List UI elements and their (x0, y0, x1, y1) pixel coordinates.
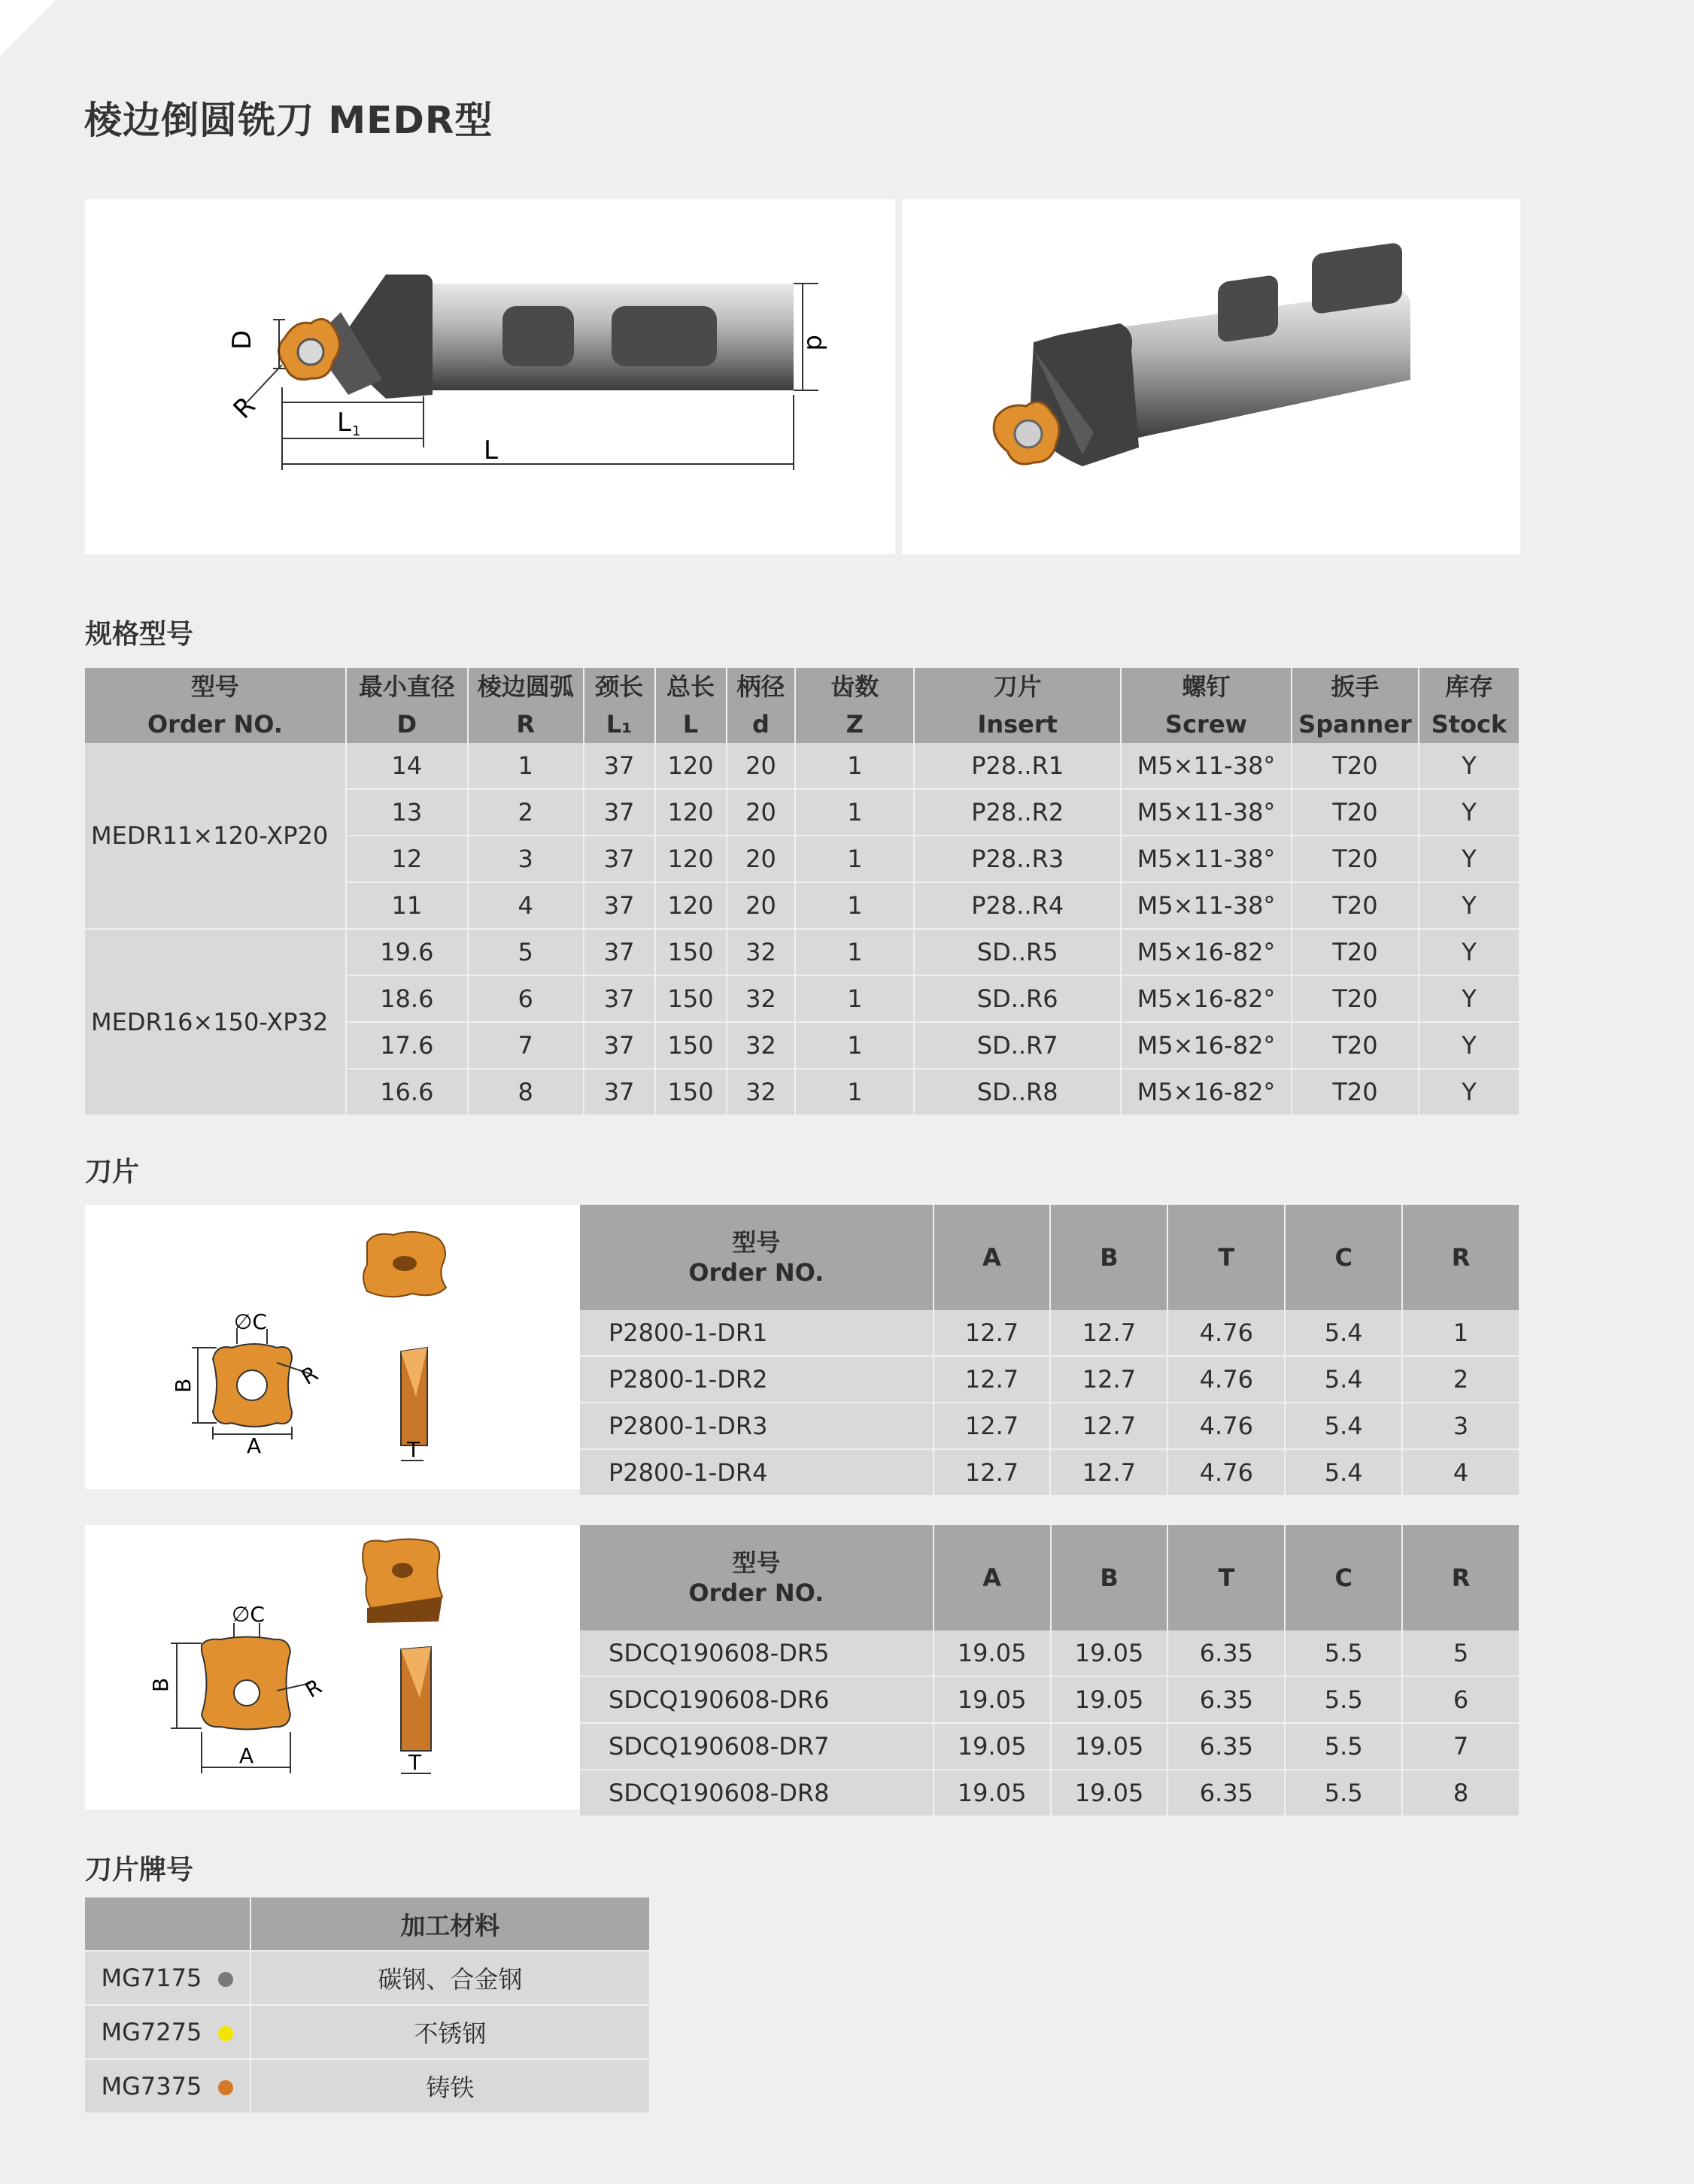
cell-insert: SD..R7 (914, 1022, 1121, 1069)
cell-d: 20 (727, 789, 796, 836)
cell-A: 12.7 (934, 1449, 1051, 1496)
cell-stock: Y (1419, 882, 1519, 929)
cell-R: 1 (468, 743, 584, 789)
cell-R: 3 (1402, 1403, 1519, 1449)
insert1-header-row (580, 1205, 1519, 1310)
col-order: 型号 Order NO. (580, 1525, 934, 1630)
cell-screw: M5×11-38° (1121, 743, 1292, 789)
label-T: T (407, 1437, 420, 1462)
table-row (85, 743, 1519, 789)
cell-spanner: T20 (1292, 789, 1419, 836)
cell-D: 14 (346, 743, 468, 789)
col-spanner: 扳手 Spanner (1292, 668, 1419, 743)
cell-R: 4 (468, 882, 584, 929)
cell-C: 5.5 (1285, 1630, 1402, 1676)
table-row (580, 1403, 1519, 1449)
cell-screw: M5×16-82° (1121, 929, 1292, 975)
cell-D: 19.6 (346, 929, 468, 975)
cell-d: 32 (727, 929, 796, 975)
page-title: 棱边倒圆铣刀 MEDR型 (84, 99, 493, 142)
cell-R: 8 (1402, 1770, 1519, 1816)
cell-R: 5 (1402, 1630, 1519, 1676)
table-row (580, 1356, 1519, 1403)
cell-B: 12.7 (1050, 1449, 1167, 1496)
insert2-drawing (85, 1525, 580, 1809)
cell-L: 150 (655, 929, 727, 975)
cell-order: SDCQ190608-DR8 (580, 1770, 934, 1816)
insert-section-title: 刀片 (85, 1157, 140, 1188)
cell-R: 6 (1402, 1676, 1519, 1723)
cell-L: 120 (655, 882, 727, 929)
grade-row (85, 2059, 650, 2113)
cell-L1: 37 (584, 789, 655, 836)
cell-Z: 1 (795, 1069, 914, 1115)
label-L1-sub: 1 (352, 423, 361, 439)
cell-C: 5.5 (1285, 1676, 1402, 1723)
col-L: 总长 L (655, 668, 727, 743)
cell-screw: M5×16-82° (1121, 1022, 1292, 1069)
order-number-cell: MEDR11×120-XP20 (85, 743, 346, 929)
cell-C: 5.5 (1285, 1723, 1402, 1770)
cell-spanner: T20 (1292, 743, 1419, 789)
col-T: T (1167, 1205, 1285, 1310)
dimension-drawing-panel (85, 199, 895, 554)
col-B: B (1050, 1205, 1167, 1310)
cell-order: P2800-1-DR4 (580, 1449, 934, 1496)
label-R: R (301, 1673, 326, 1703)
col-Z: 齿数 Z (795, 668, 914, 743)
col-C: C (1285, 1525, 1402, 1630)
cell-T: 6.35 (1167, 1630, 1285, 1676)
grade-section-title: 刀片牌号 (85, 1855, 194, 1885)
cell-B: 12.7 (1050, 1403, 1167, 1449)
table-row (580, 1630, 1519, 1676)
cell-insert: SD..R8 (914, 1069, 1121, 1115)
cell-insert: P28..R2 (914, 789, 1121, 836)
cell-d: 20 (727, 836, 796, 882)
cell-B: 19.05 (1051, 1676, 1168, 1723)
cell-D: 11 (346, 882, 468, 929)
table-row (580, 1723, 1519, 1770)
label-D: D (227, 329, 257, 350)
spec-header-row (85, 668, 1519, 743)
grade-label: MG7175 (101, 1964, 202, 1992)
grade-label: MG7275 (101, 2018, 202, 2046)
cell-A: 12.7 (934, 1356, 1051, 1403)
grade-header-blank (85, 1897, 250, 1951)
cell-D: 16.6 (346, 1069, 468, 1115)
label-L: L (484, 435, 498, 466)
cell-L1: 37 (584, 882, 655, 929)
cell-A: 19.05 (934, 1723, 1051, 1770)
cell-L1: 37 (584, 836, 655, 882)
cell-B: 19.05 (1051, 1770, 1168, 1816)
cell-stock: Y (1419, 743, 1519, 789)
cell-order: P2800-1-DR2 (580, 1356, 934, 1403)
grade-row (85, 1951, 650, 2005)
insert2-header-row (580, 1525, 1519, 1630)
cell-D: 12 (346, 836, 468, 882)
grade-table (85, 1897, 651, 2113)
cell-d: 32 (727, 1069, 796, 1115)
insert1-drawing (85, 1205, 580, 1489)
grade-cell (85, 1951, 250, 2005)
cell-screw: M5×11-38° (1121, 836, 1292, 882)
cell-Z: 1 (795, 975, 914, 1022)
label-L1: L (337, 408, 351, 438)
insert2-table (580, 1525, 1520, 1817)
cell-L: 150 (655, 975, 727, 1022)
col-order: 型号 Order NO. (85, 668, 346, 743)
col-screw: 螺钉 Screw (1121, 668, 1292, 743)
cell-T: 6.35 (1167, 1770, 1285, 1816)
spec-table (85, 668, 1520, 1116)
cell-screw: M5×16-82° (1121, 1069, 1292, 1115)
insert1-table (580, 1205, 1520, 1497)
cell-A: 12.7 (934, 1403, 1051, 1449)
col-B: B (1051, 1525, 1168, 1630)
cell-Z: 1 (795, 929, 914, 975)
cell-L: 150 (655, 1022, 727, 1069)
label-R: R (297, 1360, 323, 1391)
cell-spanner: T20 (1292, 975, 1419, 1022)
col-A: A (934, 1205, 1051, 1310)
table-row (580, 1449, 1519, 1496)
cell-order: SDCQ190608-DR6 (580, 1676, 934, 1723)
col-stock: 库存 Stock (1419, 668, 1519, 743)
table-row (580, 1310, 1519, 1356)
cell-stock: Y (1419, 1022, 1519, 1069)
cell-insert: P28..R4 (914, 882, 1121, 929)
insert1-drawing-panel (85, 1205, 580, 1489)
col-d: 柄径 d (727, 668, 796, 743)
cell-insert: P28..R3 (914, 836, 1121, 882)
cell-insert: P28..R1 (914, 743, 1121, 789)
cell-L: 150 (655, 1069, 727, 1115)
cell-stock: Y (1419, 789, 1519, 836)
cell-L1: 37 (584, 743, 655, 789)
cell-T: 4.76 (1167, 1356, 1285, 1403)
cutter-render (902, 199, 1520, 554)
cell-screw: M5×16-82° (1121, 975, 1292, 1022)
grade-cell (85, 2005, 250, 2059)
grade-color-dot-icon (218, 1972, 233, 1987)
cell-spanner: T20 (1292, 929, 1419, 975)
col-R: R (1402, 1205, 1519, 1310)
label-R: R (227, 390, 262, 425)
cell-spanner: T20 (1292, 1069, 1419, 1115)
label-A: A (247, 1433, 262, 1458)
cell-T: 4.76 (1167, 1449, 1285, 1496)
col-R: 棱边圆弧 R (468, 668, 584, 743)
label-C: ∅C (232, 1602, 265, 1627)
cell-L: 120 (655, 743, 727, 789)
cell-C: 5.5 (1285, 1770, 1402, 1816)
insert2-drawing-panel (85, 1525, 580, 1809)
cell-R: 4 (1402, 1449, 1519, 1496)
cell-stock: Y (1419, 929, 1519, 975)
grade-cell (85, 2059, 250, 2113)
cell-order: P2800-1-DR3 (580, 1403, 934, 1449)
cell-d: 20 (727, 743, 796, 789)
cell-T: 6.35 (1167, 1676, 1285, 1723)
label-T: T (408, 1750, 422, 1775)
cell-B: 12.7 (1050, 1310, 1167, 1356)
cell-R: 7 (1402, 1723, 1519, 1770)
cell-L1: 37 (584, 1069, 655, 1115)
product-photo-panel (902, 199, 1520, 554)
cell-B: 19.05 (1051, 1630, 1168, 1676)
cell-B: 19.05 (1051, 1723, 1168, 1770)
table-row (580, 1770, 1519, 1816)
cell-d: 32 (727, 975, 796, 1022)
cell-R: 5 (468, 929, 584, 975)
label-A: A (239, 1743, 254, 1768)
cell-screw: M5×11-38° (1121, 789, 1292, 836)
cell-C: 5.4 (1285, 1449, 1402, 1496)
cell-L1: 37 (584, 929, 655, 975)
label-d: d (800, 335, 830, 351)
cell-L1: 37 (584, 1022, 655, 1069)
label-B: B (171, 1378, 196, 1393)
cell-order: SDCQ190608-DR5 (580, 1630, 934, 1676)
cell-R: 8 (468, 1069, 584, 1115)
cell-spanner: T20 (1292, 836, 1419, 882)
table-row (85, 929, 1519, 975)
cell-R: 6 (468, 975, 584, 1022)
cell-C: 5.4 (1285, 1310, 1402, 1356)
cell-L: 120 (655, 789, 727, 836)
cell-d: 32 (727, 1022, 796, 1069)
col-R: R (1402, 1525, 1519, 1630)
col-C: C (1285, 1205, 1402, 1310)
cell-A: 19.05 (934, 1770, 1051, 1816)
cell-insert: SD..R6 (914, 975, 1121, 1022)
cell-order: SDCQ190608-DR7 (580, 1723, 934, 1770)
cell-stock: Y (1419, 836, 1519, 882)
cell-order: P2800-1-DR1 (580, 1310, 934, 1356)
cell-C: 5.4 (1285, 1403, 1402, 1449)
label-C: ∅C (234, 1309, 267, 1334)
col-order: 型号 Order NO. (580, 1205, 934, 1310)
cell-L: 120 (655, 836, 727, 882)
label-B: B (148, 1677, 173, 1692)
cell-D: 17.6 (346, 1022, 468, 1069)
page-corner (0, 0, 56, 56)
cell-Z: 1 (795, 1022, 914, 1069)
material-cell: 不锈钢 (250, 2005, 650, 2059)
grade-header-material: 加工材料 (250, 1897, 650, 1951)
cell-B: 12.7 (1050, 1356, 1167, 1403)
cutter-dimension-drawing (85, 199, 895, 554)
cell-R: 2 (468, 789, 584, 836)
cell-d: 20 (727, 882, 796, 929)
col-insert: 刀片 Insert (914, 668, 1121, 743)
cell-T: 4.76 (1167, 1403, 1285, 1449)
cell-spanner: T20 (1292, 882, 1419, 929)
cell-L1: 37 (584, 975, 655, 1022)
order-number-cell: MEDR16×150-XP32 (85, 929, 346, 1115)
cell-T: 6.35 (1167, 1723, 1285, 1770)
col-L1: 颈长 L₁ (584, 668, 655, 743)
cell-A: 19.05 (934, 1676, 1051, 1723)
grade-label: MG7375 (101, 2072, 202, 2101)
grade-header-row (85, 1897, 650, 1951)
cell-T: 4.76 (1167, 1310, 1285, 1356)
cell-insert: SD..R5 (914, 929, 1121, 975)
cell-R: 1 (1402, 1310, 1519, 1356)
cell-stock: Y (1419, 975, 1519, 1022)
cell-spanner: T20 (1292, 1022, 1419, 1069)
cell-D: 13 (346, 789, 468, 836)
grade-row (85, 2005, 650, 2059)
col-A: A (934, 1525, 1051, 1630)
cell-screw: M5×11-38° (1121, 882, 1292, 929)
cell-D: 18.6 (346, 975, 468, 1022)
cell-Z: 1 (795, 836, 914, 882)
spec-section-title: 规格型号 (85, 619, 194, 650)
material-cell: 碳钢、合金钢 (250, 1951, 650, 2005)
col-T: T (1167, 1525, 1285, 1630)
col-D: 最小直径 D (346, 668, 468, 743)
cell-A: 19.05 (934, 1630, 1051, 1676)
cell-Z: 1 (795, 743, 914, 789)
cell-R: 7 (468, 1022, 584, 1069)
cell-C: 5.4 (1285, 1356, 1402, 1403)
cell-stock: Y (1419, 1069, 1519, 1115)
cell-A: 12.7 (934, 1310, 1051, 1356)
cell-Z: 1 (795, 882, 914, 929)
table-row (580, 1676, 1519, 1723)
cell-R: 3 (468, 836, 584, 882)
cell-Z: 1 (795, 789, 914, 836)
grade-color-dot-icon (218, 2026, 233, 2041)
cell-R: 2 (1402, 1356, 1519, 1403)
material-cell: 铸铁 (250, 2059, 650, 2113)
grade-color-dot-icon (218, 2080, 233, 2095)
